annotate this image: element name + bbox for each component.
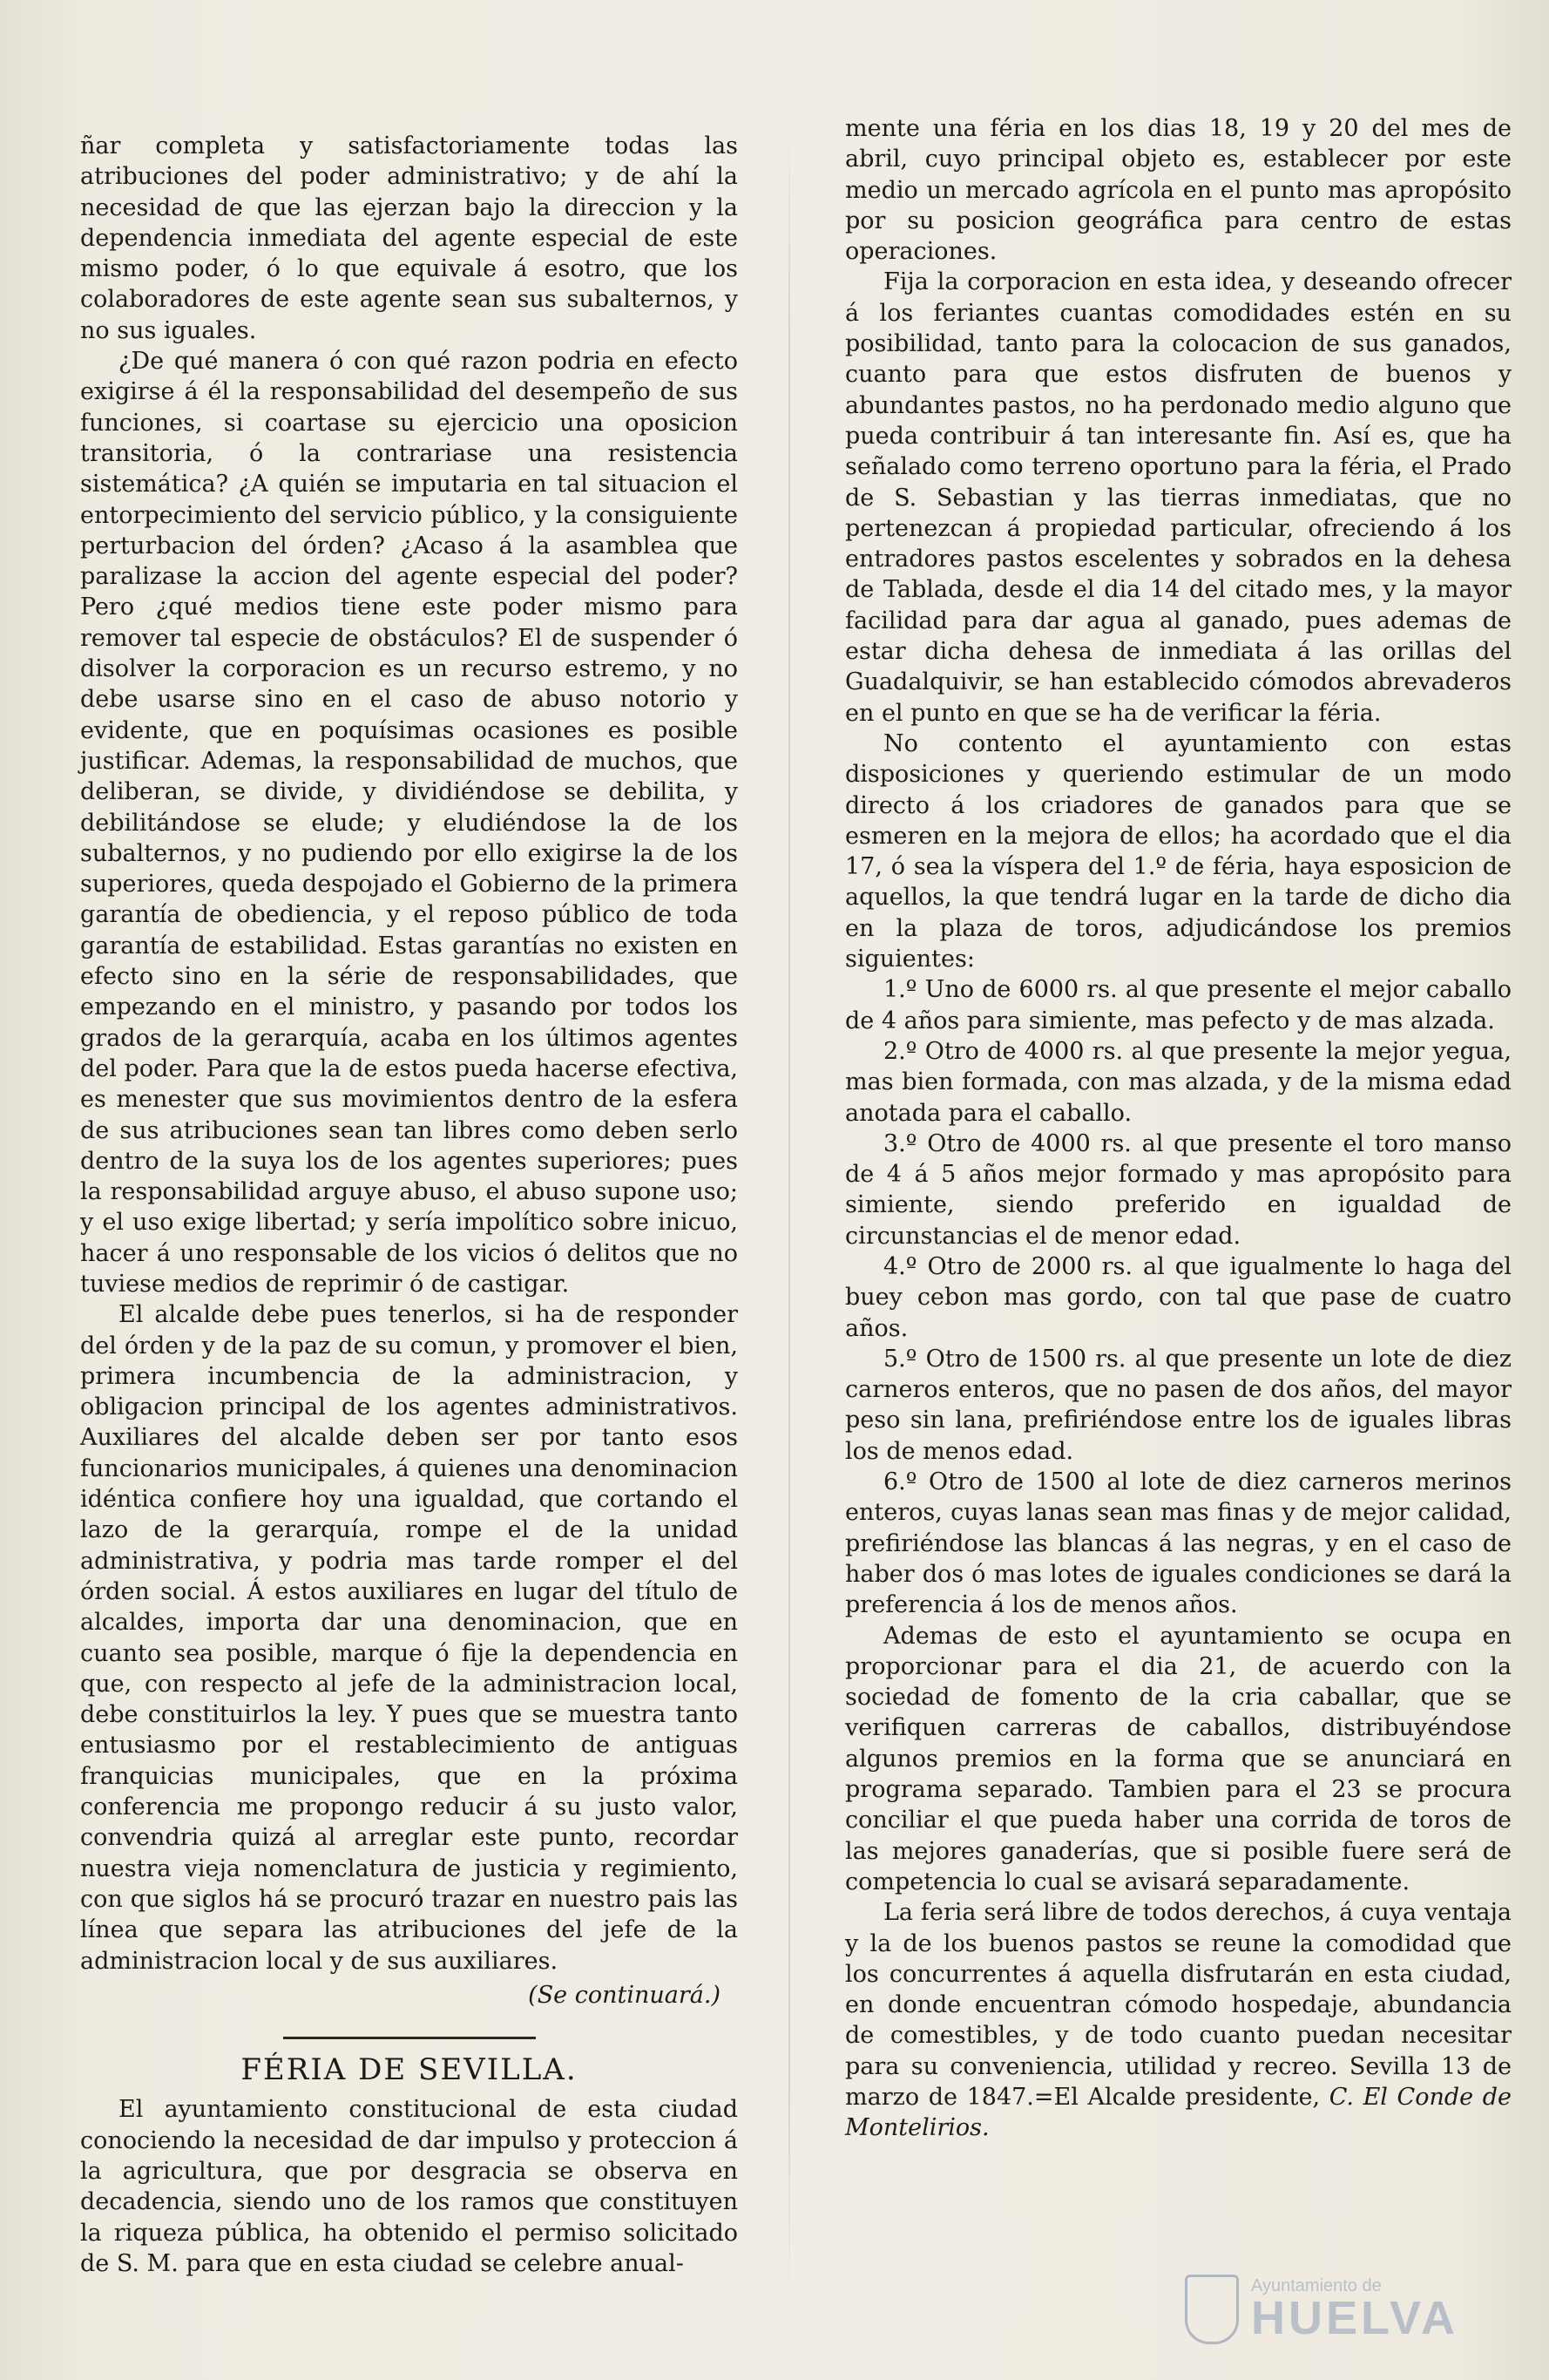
- section-title: FÉRIA DE SEVILLA.: [240, 2052, 578, 2088]
- left-paragraph: ¿De qué manera ó con qué razon podria en efecto exigirse á él la responsabilidad del desempeño de sus funciones, si coartase su ejercicio una oposicion transitoria, ó la contrariase una resistencia sistemática? ¿A quién se imputaria en tal situacion el entorpecimiento del servicio público, y la consiguiente perturbacion del órden? ¿Acaso á la asamblea que paralizase la accion del agente especial del poder? Pero ¿qué medios tiene este poder mismo para remover tal especie de obstáculos? El de suspender ó disolver la corporacion es un recurso estremo, y no debe usarse sino en el caso de abuso notorio y evidente, que en poquísimas ocasiones es posible justificar. Ademas, la responsabilidad de muchos, que deliberan, se divide, y dividiéndose se debilita, y debilitándose se elude; y eludiéndose la de los subalternos, y no pudiendo por ello exigirse la de los superiores, queda despojado el Gobierno de la primera garantía de obediencia, y el reposo público de toda garantía de estabilidad. Estas garantías no existen en efecto sino en la série de responsabilidades, que empezando en el ministro, y pasando por todos los grados de la gerarquía, acaba en los últimos agentes del poder. Para que la de estos pueda hacerse efectiva, es menester que sus movimientos dentro de la esfera de sus atribuciones sean tan libres como deben serlo dentro de la suya los de los agentes superiores; pues la responsabilidad arguye abuso, el abuso supone uso; y el uso exige libertad; y sería impolítico sobre inicuo, hacer á uno responsable de los vicios ó delitos que no tuviese medios de reprimir ó de castigar.: [80, 348, 738, 1298]
- column-divider: [788, 122, 790, 2301]
- right-paragraph: No contento el ayuntamiento con estas disposiciones y queriendo estimular de un modo directo á los criadores de ganados para que se esmeren en la mejora de ellos; ha acordado que el dia 17, ó sea la víspera del 1.º de féria, haya esposicion de aquellos, la que tendrá lugar en la tarde de dicho dia en la plaza de toros, adjudicándose los premios siguientes:: [845, 729, 1512, 973]
- prize-item: 1.º Uno de 6000 rs. al que presente el mejor caballo de 4 años para simiente, mas pefecto y de mas alzada.: [845, 976, 1512, 1034]
- crest-icon: [1185, 2275, 1239, 2344]
- watermark-line1: Ayuntamiento de: [1251, 2276, 1382, 2295]
- left-paragraph: ñar completa y satisfactoriamente todas las atribuciones del poder administrativo; y de ahí la necesidad de que las ejerzan bajo la direccion y la dependencia inmediata del agente especial de este mismo poder, ó lo que equivale á esotro, que los colaboradores de este agente sean sus subalternos, y no sus iguales.: [80, 132, 738, 344]
- continuation-note: (Se continuará.): [528, 1981, 720, 2009]
- archive-watermark: [1185, 2266, 1516, 2353]
- feria-intro: El ayuntamiento constitucional de esta ciudad conociendo la necesidad de dar impulso y proteccion á la agricultura, que por desgracia se observa en decadencia, siendo uno de los ramos que constituyen la riqueza pública, ha obtenido el permiso solicitado de S. M. para que en esta ciudad se celebre anual-: [80, 2096, 738, 2277]
- right-paragraph: Fija la corporacion en esta idea, y deseando ofrecer á los feriantes cuantas comodidades estén en su posibilidad, tanto para la colocacion de sus ganados, cuanto para que estos disfruten de buenos y abundantes pastos, no ha perdonado medio alguno que pueda contribuir á tan interesante fin. Así es, que ha señalado como terreno oportuno para la féria, el Prado de S. Sebastian y las tierras inmediatas, que no pertenezcan á propiedad particular, ofreciendo á los entradores pastos escelentes y sobrados en la dehesa de Tablada, desde el dia 14 del citado mes, y la mayor facilidad para dar agua al ganado, pues ademas de estar dicha dehesa de inmediata á las orillas del Guadalquivir, se han establecido cómodos abrevaderos en el punto en que se ha de verificar la féria.: [845, 268, 1512, 727]
- closing-text: La feria será libre de todos derechos, á cuya ventaja y la de los buenos pastos se reune la comodidad que los concurrentes á aquella disfrutarán en esta ciudad, en donde encuentran cómodo hospedaje, abundancia de comestibles, y de todo cuanto puedan necesitar para su conveniencia, utilidad y recreo. Sevilla 13 de marzo de 1847.=El Alcalde presidente,: [845, 1899, 1512, 2111]
- prize-item: 2.º Otro de 4000 rs. al que presente la mejor yegua, mas bien formada, con mas alzada, y de la misma edad anotada para el caballo.: [845, 1037, 1512, 1127]
- watermark-text: [1251, 2277, 1458, 2342]
- prize-item: 5.º Otro de 1500 rs. al que presente un lote de diez carneros enteros, que no pasen de dos años, del mayor peso sin lana, prefiriéndose entre los de iguales libras los de menos edad.: [845, 1345, 1512, 1465]
- section-rule: [283, 2037, 536, 2039]
- right-paragraph: Ademas de esto el ayuntamiento se ocupa en proporcionar para el dia 21, de acuerdo con la sociedad de fomento de la cria caballar, que se verifiquen carreras de caballos, distribuyéndose algunos premios en la forma que se anunciará en programa separado. Tambien para el 23 se procura conciliar el que pueda haber una corrida de toros de las mejores ganaderías, que si posible fuere será de competencia lo cual se avisará separadamente.: [845, 1622, 1512, 1895]
- left-paragraph: El alcalde debe pues tenerlos, si ha de responder del órden y de la paz de su comun, y promover el bien, primera incumbencia de la administracion, y obligacion principal de los agentes administrativos. Auxiliares del alcalde deben ser por tanto esos funcionarios municipales, á quienes una denominacion idéntica confiere hoy una igualdad, que cortando el lazo de la gerarquía, rompe el de la unidad administrativa, y podria mas tarde romper el del órden social. Á estos auxiliares en lugar del título de alcaldes, importa dar una denominacion, que en cuanto sea posible, marque ó fije la dependencia en que, con respecto al jefe de la administracion local, debe constituirlos la ley. Y pues que se muestra tanto entusiasmo por el restablecimiento de antiguas franquicias municipales, que en la próxima conferencia me propongo reducir á su justo valor, convendria quizá al arreglar este punto, recordar nuestra vieja nomenclatura de justicia y regimiento, con que siglos há se procuró trazar en nuestro pais las línea que separa las atribuciones del jefe de la administracion local y de sus auxiliares.: [80, 1301, 738, 1975]
- watermark-line2: HUELVA: [1251, 2292, 1458, 2344]
- prize-item: 3.º Otro de 4000 rs. al que presente el toro manso de 4 á 5 años mejor formado y mas apropósito para simiente, siendo preferido en igualdad de circunstancias el de menor edad.: [845, 1129, 1512, 1250]
- closing-paragraph: [845, 1897, 1512, 2143]
- left-column: [80, 131, 738, 2279]
- prize-item: 6.º Otro de 1500 al lote de diez carneros merinos enteros, cuyas lanas sean mas finas y de mejor calidad, prefiriéndose las blancas á las negras, y en el caso de haber dos ó mas lotes de iguales condiciones se dará la preferencia á los de menos años.: [845, 1468, 1512, 1619]
- right-column: [845, 113, 1512, 2144]
- prize-item: 4.º Otro de 2000 rs. al que igualmente lo haga del buey cebon mas gordo, con tal que pase de cuatro años.: [845, 1252, 1512, 1342]
- signature: C. El Conde de Montelirios.: [845, 2084, 1512, 2142]
- right-paragraph: mente una féria en los dias 18, 19 y 20 del mes de abril, cuyo principal objeto es, establecer por este medio un mercado agrícola en el punto mas apropósito por su posicion geográfica para centro de estas operaciones.: [845, 115, 1512, 266]
